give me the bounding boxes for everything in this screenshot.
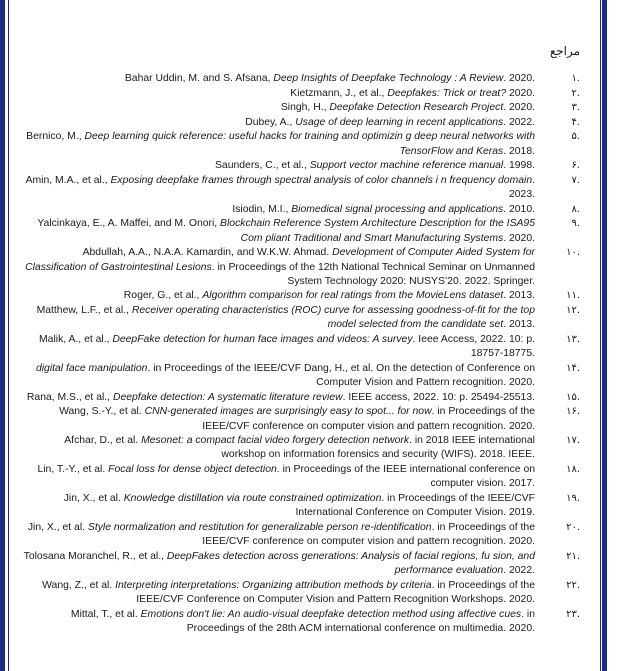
reference-authors: Amin, M.A., et al.,	[25, 174, 111, 186]
reference-number: ۱۶.	[566, 406, 580, 418]
reference-number: ۴.	[571, 116, 580, 128]
reference-item	[20, 159, 580, 173]
reference-title: Interpreting interpretations: Organizing attribution methods by criteria	[115, 579, 432, 591]
reference-authors: Jin, X., et al.	[27, 521, 88, 533]
reference-item	[20, 130, 580, 159]
reference-source: . in Proceedings of the IEEE/CVF conference on computer vision and pattern recognition. 2020.	[202, 406, 535, 432]
reference-authors: Bernico, M.,	[26, 131, 85, 143]
reference-number: ۱۵.	[566, 391, 580, 403]
reference-source: . 1998.	[503, 160, 535, 172]
reference-source: . in Proceedings of the IEEE/CVF International Conference on Computer Vision. 2019.	[295, 492, 535, 519]
reference-item	[20, 72, 580, 86]
reference-authors: Abdullah, A.A., N.A.A. Kamardin, and W.K.W. Ahmad.	[82, 247, 333, 259]
page-border-left	[0, 0, 5, 671]
reference-authors: Roger, G., et al.,	[123, 290, 203, 302]
reference-number: ۲۲.	[566, 579, 580, 591]
reference-number: ۶.	[571, 160, 580, 172]
reference-number: ۱.	[571, 73, 580, 84]
reference-number: ۲۰.	[566, 521, 580, 533]
reference-authors: Saunders, C., et al.,	[215, 160, 310, 172]
reference-title: CNN-generated images are surprisingly easy to spot... for now	[144, 406, 432, 418]
reference-title: Usage of deep learning in recent applications	[295, 116, 504, 128]
reference-source: . 2020.	[503, 102, 535, 114]
reference-number: ۸.	[571, 203, 580, 215]
reference-authors: Tolosana Moranchel, R., et al.,	[23, 550, 167, 562]
reference-number: ۱۸.	[566, 464, 580, 476]
reference-source: . 2010.	[503, 203, 535, 215]
reference-item	[20, 579, 580, 608]
reference-title: Deep learning quick reference: useful hacks for training and optimizin g deep neural networks with TensorFlow and Keras	[84, 131, 535, 157]
reference-authors: Bahar Uddin, M. and S. Afsana,	[124, 73, 274, 84]
reference-title: Deepfakes: Trick or treat?	[387, 87, 507, 99]
reference-source: . 2013.	[503, 290, 535, 302]
reference-title: Focal loss for dense object detection	[108, 464, 277, 476]
references-heading: مراجع	[549, 44, 580, 58]
reference-item	[20, 608, 580, 637]
reference-title: Development of Computer Aided System for Classification of Gastrointestinal Lesions	[25, 247, 535, 273]
document-page	[20, 0, 580, 671]
reference-title: Deepfake detection: A systematic literature review	[112, 391, 343, 403]
reference-authors: Matthew, L.F., et al.,	[36, 305, 132, 317]
reference-source: . 2020.	[503, 232, 535, 244]
reference-item	[20, 174, 580, 203]
reference-number: ۱۱.	[566, 290, 580, 302]
reference-source: . IEEE access, 2022. 10: p. 25494-25513.	[342, 391, 535, 403]
reference-source: . 2022.	[503, 116, 535, 128]
reference-item	[20, 405, 580, 434]
reference-item	[20, 304, 580, 333]
reference-title: Support vector machine reference manual	[309, 160, 504, 172]
reference-source: . Ieee Access, 2022. 10: p. 18757-18775.	[412, 333, 535, 360]
reference-item	[20, 203, 580, 217]
reference-title: Algorithm comparison for real ratings from the MovieLens dataset	[202, 290, 504, 302]
reference-number: ۱۰.	[566, 247, 580, 259]
reference-number: ۱۹.	[566, 492, 580, 504]
reference-authors: Kietzmann, J., et al.,	[290, 87, 388, 99]
reference-number: ۲۱.	[566, 550, 580, 562]
reference-item	[20, 217, 580, 246]
reference-source: . in Proceedings of the IEEE/CVF conference on computer vision and pattern recognition. 2020.	[202, 521, 535, 548]
reference-source: . in 2018 IEEE international workshop on information forensics and security (WIFS). 2018. IEEE.	[221, 435, 535, 461]
reference-number: ۵.	[571, 131, 580, 143]
reference-title: Receiver operating characteristics (ROC) curve for assessing goodness-of-fit for the top model selected from the candidate set	[131, 305, 535, 331]
reference-authors: Isiodin, M.I.,	[232, 203, 292, 215]
reference-authors: Dubey, A.,	[245, 116, 296, 128]
reference-authors: Wang, S.-Y., et al.	[59, 406, 145, 418]
reference-source: . in Proceedings of the IEEE/CVF Conference on Computer Vision and Pattern Recognition Workshops. 2020.	[136, 579, 535, 605]
reference-source: . 2022.	[503, 565, 535, 577]
reference-item	[20, 116, 580, 130]
reference-item	[20, 87, 580, 101]
reference-title: Deepfake Detection Research Project	[329, 102, 504, 114]
reference-source: . 2013.	[503, 319, 535, 331]
reference-source: . in Proceedings of the 28th ACM international conference on multimedia. 2020.	[186, 608, 535, 634]
page-border-left-inner	[8, 0, 9, 671]
reference-authors: Afchar, D., et al.	[64, 435, 142, 447]
reference-number: ۱۷.	[566, 435, 580, 447]
reference-number: ۹.	[571, 218, 580, 230]
reference-item	[20, 521, 580, 550]
reference-item	[20, 246, 580, 289]
reference-item	[20, 333, 580, 362]
reference-source: 2020.	[506, 87, 535, 99]
reference-title: DeepFake detection for human face images and videos: A survey	[112, 333, 413, 345]
reference-authors: Lin, T.-Y., et al.	[37, 464, 109, 476]
reference-title: DeepFakes detection across generations: Analysis of facial regions, fu sion, and performance evaluation	[166, 550, 535, 577]
reference-source: . in Proceedings of the IEEE international conference on computer vision. 2017.	[276, 464, 535, 490]
reference-item	[20, 463, 580, 492]
page-border-right	[602, 0, 607, 671]
reference-item	[20, 391, 580, 405]
reference-source: . in Proceedings of the 12th National Technical Seminar on Unmanned System Technology 2020: NUSYS’20. 2022. Springer.	[211, 261, 535, 287]
reference-item	[20, 434, 580, 463]
reference-source: . 2020.	[503, 73, 535, 84]
reference-title: Mesonet: a compact facial video forgery detection network	[141, 435, 410, 447]
reference-title: Emotions don't lie: An audio-visual deepfake detection method using affective cues	[140, 608, 522, 620]
reference-title: Exposing deepfake frames through spectral analysis of color channels i n frequency domain	[110, 174, 533, 186]
reference-number: ۱۲.	[566, 305, 580, 317]
reference-item	[20, 289, 580, 303]
reference-source: . 2018.	[503, 145, 535, 157]
reference-item	[20, 550, 580, 579]
reference-authors: Rana, M.S., et al.,	[26, 391, 113, 403]
reference-title: Deep Insights of Deepfake Technology : A Review	[273, 73, 504, 84]
reference-title: Knowledge distillation via route constrained optimization	[123, 492, 382, 504]
reference-authors: Malik, A., et al.,	[39, 333, 113, 345]
reference-title: Style normalization and restitution for generalizable person re-identification	[87, 521, 432, 533]
reference-authors: Wang, Z., et al.	[42, 579, 116, 591]
reference-number: ۱۳.	[566, 333, 580, 345]
reference-authors: Jin, X., et al.	[63, 492, 124, 504]
reference-number: ۷.	[571, 174, 580, 186]
reference-source: . 2023.	[508, 174, 535, 201]
reference-item	[20, 492, 580, 521]
reference-title: Blockchain Reference System Architecture Description for the ISA95 Com pliant Traditional and Smart Manufacturing Systems	[220, 218, 535, 244]
reference-list	[20, 72, 580, 636]
reference-source: . in Proceedings of the IEEE/CVF Dang, H., et al. On the detection of Conference on Computer Vision and Pattern recognition. 2020.	[147, 362, 535, 389]
reference-number: ۲.	[571, 87, 580, 99]
reference-item	[20, 362, 580, 391]
reference-title: Biomedical signal processing and applications	[291, 203, 504, 215]
reference-item	[20, 101, 580, 115]
reference-number: ۳.	[571, 102, 580, 114]
reference-title: digital face manipulation	[35, 362, 148, 374]
reference-authors: Singh, H.,	[280, 102, 330, 114]
reference-authors: Mittal, T., et al.	[70, 608, 141, 620]
reference-number: ۲۳.	[566, 608, 580, 620]
page-border-right-inner	[600, 0, 601, 671]
reference-number: ۱۴.	[566, 362, 580, 374]
reference-authors: Yalcinkaya, E., A. Maffei, and M. Onori,	[37, 218, 221, 230]
